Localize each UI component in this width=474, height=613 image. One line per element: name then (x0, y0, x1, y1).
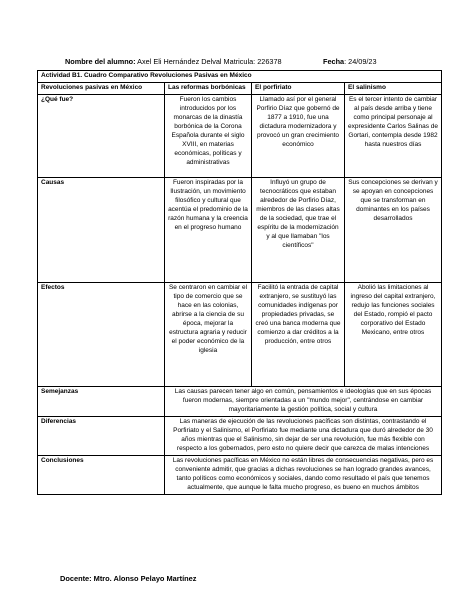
row-label: Causas (38, 177, 165, 282)
table-row (38, 386, 442, 416)
row-label: ¿Qué fue? (38, 94, 165, 177)
column-header: El salinismo (345, 83, 442, 95)
row-label: Diferencias (38, 416, 165, 455)
table-cell: Llamado así por el general Porfirio Díaz que gobernó de 1877 a 1910, fue una dictadura modernizadora y provocó un gran crecimiento económico (252, 94, 345, 177)
table-cell: Se centraron en cambiar el tipo de comercio que se hace en las colonias, abrirse a la ciencia de su época, mejorar la estructura agraria y reducir el poder económico de la iglesia (165, 282, 252, 386)
table-cell: Fueron inspiradas por la Ilustración, un movimiento filosófico y cultural que acentúa el predominio de la razón humana y la creencia en el progreso humano (165, 177, 252, 282)
table-cell: Fueron los cambios introducidos por los monarcas de la dinastía borbónica de la Corona Española durante el siglo XVIII, en materias económicas, políticas y administrativas (165, 94, 252, 177)
table-title: Actividad B1. Cuadro Comparativo Revoluciones Pasivas en México (38, 71, 442, 83)
table-cell: Sus concepciones se derivan y se apoyan en concepciones que se transforman en dominantes en los países desarrollados (345, 177, 442, 282)
fecha-value: : 24/09/23 (344, 57, 377, 66)
table-cell: Facilitó la entrada de capital extranjero, se sustituyó las comunidades indígenas por propiedades privadas, se creó una banca moderna que comienzo a dar créditos a la producción, entre otros (252, 282, 345, 386)
fecha-label: Fecha (323, 57, 345, 66)
table-cell: Es el tercer intento de cambiar al país desde arriba y tiene como principal personaje al expresidente Carlos Salinas de Gortari, contempla desde 1982 hasta nuestros días (345, 94, 442, 177)
table-row (38, 416, 442, 455)
column-header: Revoluciones pasivas en México (38, 83, 165, 95)
table-row (38, 455, 442, 494)
alumno-label: Nombre del alumno: (65, 57, 136, 66)
comparison-table (37, 70, 442, 495)
table-cell: Las causas parecen tener algo en común, pensamientos e ideologías que en sus épocas fueron modernas, siempre orientadas a un "mundo mejor", centrándose en cambiar mayoritariamente la gestión política, social y cultura (165, 386, 442, 416)
column-header: El porfiriato (252, 83, 345, 95)
fecha-group (323, 57, 377, 66)
row-label: Efectos (38, 282, 165, 386)
table-cell: Las maneras de ejecución de las revoluciones pacíficas son distintas, contrastando el Porfiriato y el Salinismo, el Porfiriato fue mediante una dictadura que duró alrededor de 30 años mientras que el Salinismo, sin dejar de ser una revolución, fue más flexible con respecto a los gobernados, pero esto no quiere decir que carezca de malas intenciones (165, 416, 442, 455)
docente-footer: Docente: Mtro. Alonso Pelayo Martínez (60, 574, 197, 583)
table-cell: Las revoluciones pacíficas en México no están libres de consecuencias negativas, pero es conveniente admitir, que gracias a dichas revoluciones se han logrado grandes avances, tanto políticos como económicos y sociales, dando como resultado el país que tenemos actualmente, que aunque le falta mucho progreso, es bueno en muchos ámbitos (165, 455, 442, 494)
alumno-value: Axel Eli Hernández Delval Matricula: 226378 (137, 57, 282, 66)
column-header: Las reformas borbónicas (165, 83, 252, 95)
table-row (38, 282, 442, 386)
student-header (65, 57, 445, 66)
table-cell: Abolió las limitaciones al ingreso del capital extranjero, redujo las funciones sociales del Estado, rompió el pacto corporativo del Estado Mexicano, entre otros (345, 282, 442, 386)
table-row (38, 177, 442, 282)
row-label: Semejanzas (38, 386, 165, 416)
header-row (38, 83, 442, 95)
row-label: Conclusiones (38, 455, 165, 494)
table-row (38, 94, 442, 177)
table-cell: Influyó un grupo de tecnocráticos que estaban alrededor de Porfirio Díaz, miembros de las clases altas de la sociedad, que trae el espíritu de la modernización y al que llamaban "los científicos" (252, 177, 345, 282)
